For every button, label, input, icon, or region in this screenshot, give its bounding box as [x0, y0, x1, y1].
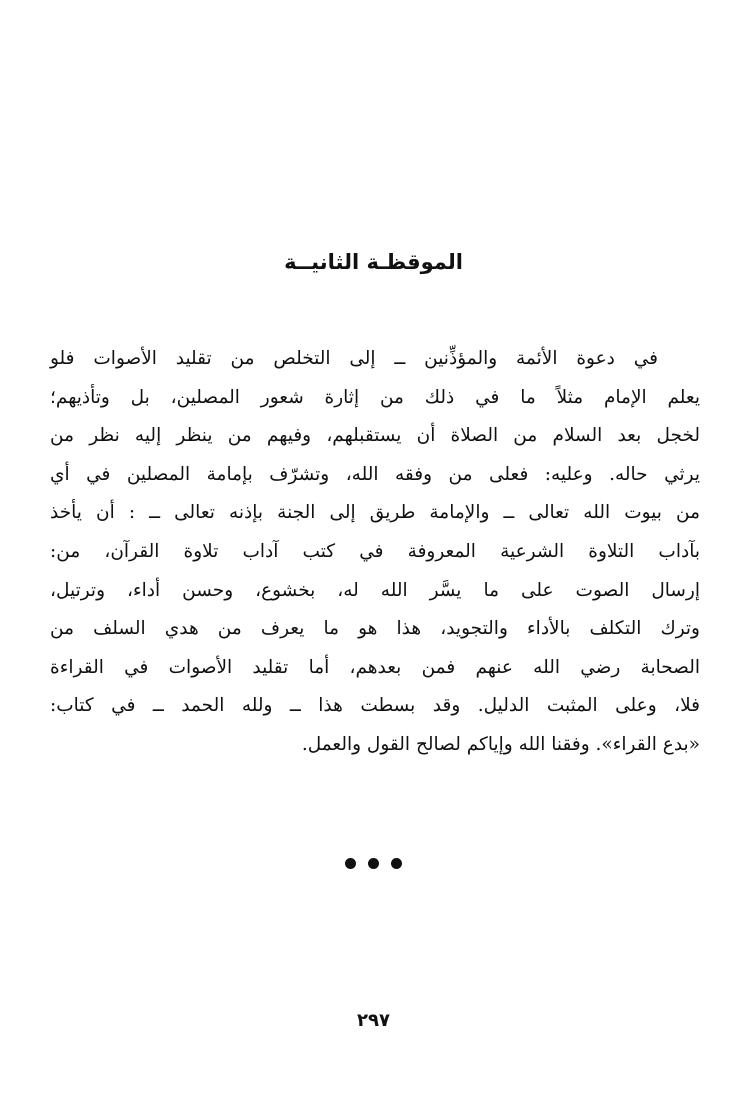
separator-dot-icon — [391, 858, 402, 869]
text-line: يعلم الإمام مثلاً ما في ذلك من إثارة شعور المصلين، بل وتأذيهم؛ — [50, 386, 700, 408]
text-line: الصحابة رضي الله عنهم فمن بعدهم، أما تقليد الأصوات في القراءة — [50, 656, 700, 678]
text-line: بآداب التلاوة الشرعية المعروفة في كتب آداب تلاوة القرآن، من: — [50, 540, 700, 562]
page-number: ٢٩٧ — [357, 1010, 390, 1031]
text-line: فلا، وعلى المثبت الدليل. وقد بسطت هذا ــ ولله الحمد ــ في كتاب: — [50, 695, 700, 717]
text-line: وترك التكلف بالأداء والتجويد، هذا هو ما يعرف من هدي السلف من — [50, 618, 700, 640]
text-line: إرسال الصوت على ما يسَّر الله له، بخشوع، وحسن أداء، وترتيل، — [50, 579, 700, 601]
separator-dot-icon — [368, 858, 379, 869]
text-line: «بدع القراء». وفقنا الله وإياكم لصالح القول والعمل. — [301, 733, 700, 755]
text-line: في دعوة الأئمة والمؤذِّنين ــ إلى التخلص من تقليد الأصوات فلو — [50, 348, 658, 369]
section-title: الموقظـة الثانيــة — [284, 250, 463, 274]
body-paragraph — [50, 340, 700, 765]
separator-dot-icon — [345, 858, 356, 869]
text-line: لخجل بعد السلام من الصلاة أن يستقبلهم، وفيهم من ينظر إليه نظر من — [50, 425, 700, 447]
section-separator — [0, 858, 747, 869]
text-line: يرثي حاله. وعليه: فعلى من وفقه الله، وتشرّف بإمامة المصلين في أي — [50, 463, 700, 485]
text-line: من بيوت الله تعالى ــ والإمامة طريق إلى الجنة بإذنه تعالى ــ : أن يأخذ — [50, 502, 700, 524]
